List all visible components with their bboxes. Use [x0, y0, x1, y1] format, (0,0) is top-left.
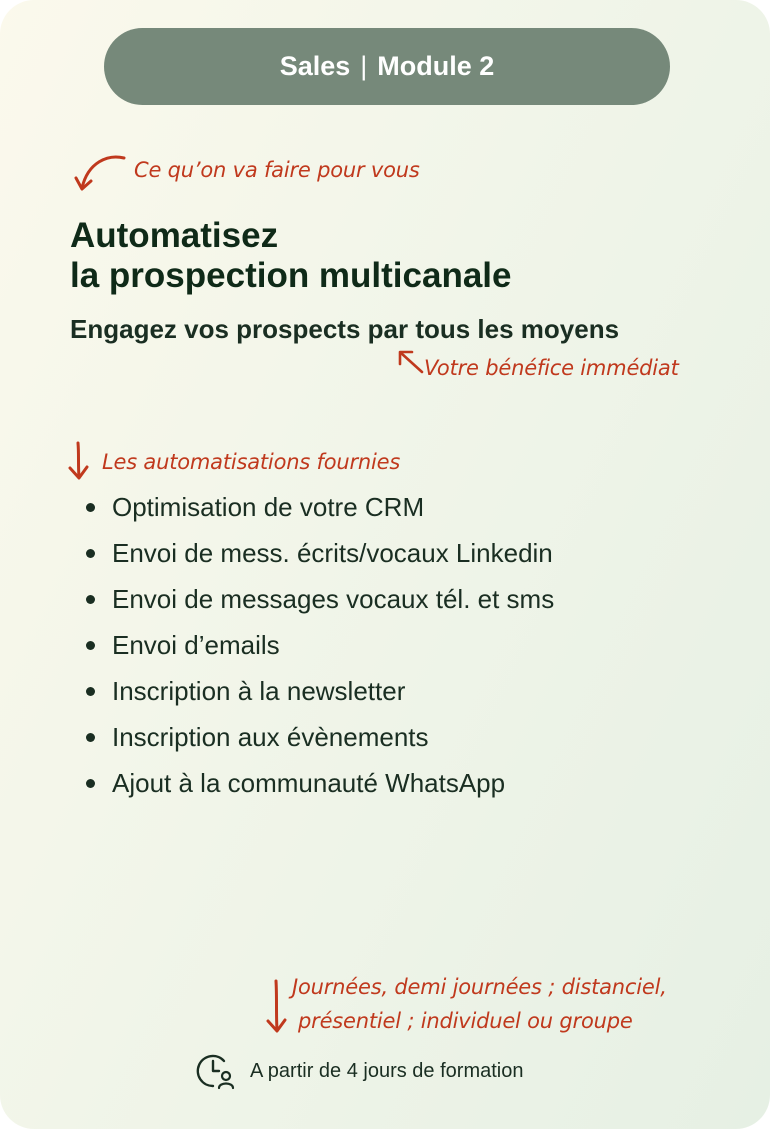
page-title [70, 216, 512, 296]
down-arrow-icon [66, 440, 92, 482]
header-separator: | [360, 51, 368, 81]
intro-note: Ce qu’on va faire pour vous [134, 158, 420, 182]
duration-text: A partir de 4 jours de formation [250, 1059, 524, 1082]
title-line-1: Automatisez [70, 216, 279, 255]
list-item: Inscription à la newsletter [84, 668, 554, 714]
category-label: Sales [279, 51, 351, 81]
format-note-line-1: Journées, demi journées ; distanciel, [292, 975, 667, 999]
format-note [292, 970, 667, 1038]
benefit-note: Votre bénéfice immédiat [424, 356, 679, 380]
title-line-2: la prospection multicanale [70, 256, 512, 295]
list-item: Optimisation de votre CRM [84, 484, 554, 530]
list-item: Envoi de messages vocaux tél. et sms [84, 576, 554, 622]
module-header-pill [104, 28, 670, 105]
down-arrow-icon [264, 978, 290, 1036]
list-item: Inscription aux évènements [84, 714, 554, 760]
list-item: Ajout à la communauté WhatsApp [84, 760, 554, 806]
curved-arrow-icon [72, 152, 128, 196]
format-note-line-2: présentiel ; individuel ou groupe [298, 1009, 633, 1033]
list-item: Envoi de mess. écrits/vocaux Linkedin [84, 530, 554, 576]
automations-list [84, 484, 554, 806]
module-label: Module 2 [377, 51, 495, 81]
automations-note: Les automatisations fournies [102, 450, 401, 474]
up-left-arrow-icon [396, 348, 426, 378]
list-item: Envoi d’emails [84, 622, 554, 668]
clock-person-icon [194, 1050, 236, 1092]
duration-row [194, 1050, 523, 1092]
subtitle: Engagez vos prospects par tous les moyens [70, 314, 620, 344]
